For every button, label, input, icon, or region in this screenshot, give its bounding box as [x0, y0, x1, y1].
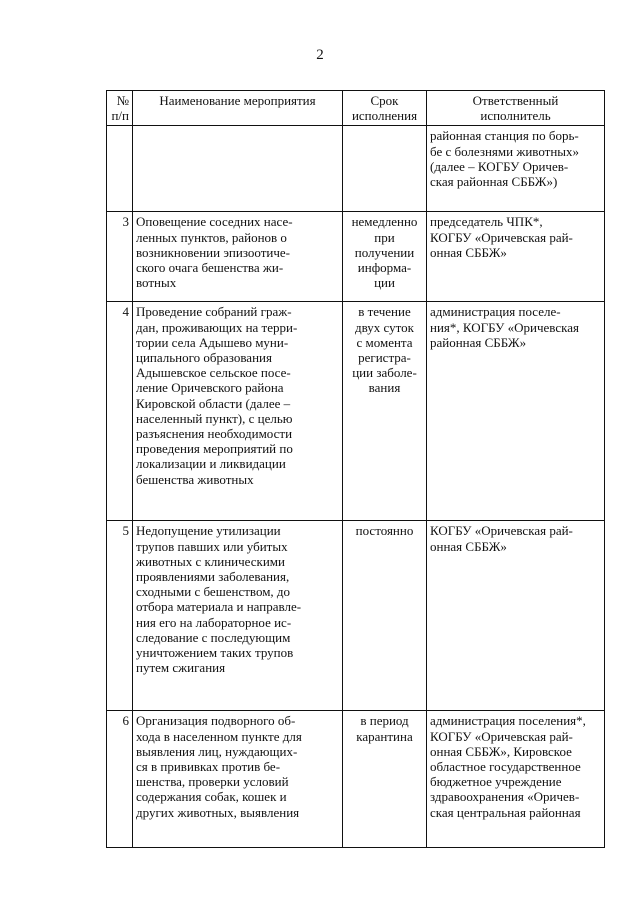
cell-name	[133, 521, 343, 711]
cell-responsible	[427, 126, 605, 212]
cell-name-text: Организация подворного об- хода в населенном пункте для выявления лиц, нуждающих- ся в прививках против бе- шенства, проверки условий содержания собак, кошек и других животных, выявления	[136, 713, 302, 820]
cell-num	[107, 212, 133, 302]
header-term-text: Срок исполнения	[351, 93, 418, 124]
cell-name-text: Проведение собраний граж- дан, проживающих на терри- тории села Адышево муни- ципального образования Адышевское сельское посе- ление Оричевского района Кировской области (далее – населенный пункт), с целью разъяснения необходимости проведения мероприятий по локализации и ликвидации бешенства животных	[136, 304, 298, 487]
cell-responsible-text: администрация поселения*, КОГБУ «Оричевская рай- онная СББЖ», Кировское областное государственное бюджетное учреждение здравоохранения «Оричев- ская центральная районная	[430, 713, 586, 820]
cell-num	[107, 521, 133, 711]
measures-table	[106, 90, 605, 848]
cell-term-text: в течение двух суток с момента регистра- ции заболе- вания	[352, 304, 417, 396]
cell-term	[343, 302, 427, 521]
cell-num-text: 4	[122, 304, 129, 320]
header-responsible	[427, 91, 605, 126]
cell-name	[133, 302, 343, 521]
cell-name-text: Оповещение соседних насе- ленных пунктов, районов о возникновении эпизоотиче- ского очага бешенства жи- вотных	[136, 214, 293, 291]
cell-term-text: немедленно при получении информа- ции	[351, 214, 418, 291]
cell-num	[107, 126, 133, 212]
cell-num	[107, 711, 133, 848]
cell-responsible	[427, 711, 605, 848]
cell-term	[343, 212, 427, 302]
page-number: 2	[316, 47, 324, 63]
header-num-text: № п/п	[111, 93, 129, 124]
cell-responsible-text: КОГБУ «Оричевская рай- онная СББЖ»	[430, 523, 573, 554]
cell-responsible-text: районная станция по борь- бе с болезнями животных» (далее – КОГБУ Оричев- ская районная СББЖ»)	[430, 128, 580, 190]
cell-name	[133, 212, 343, 302]
cell-term-text: постоянно	[355, 523, 414, 539]
cell-responsible	[427, 521, 605, 711]
cell-term	[343, 711, 427, 848]
cell-responsible-text: председатель ЧПК*, КОГБУ «Оричевская рай- онная СББЖ»	[430, 214, 573, 260]
cell-num	[107, 302, 133, 521]
table-row	[107, 126, 605, 212]
table-row	[107, 711, 605, 848]
table-row	[107, 212, 605, 302]
cell-num-text: 6	[122, 713, 129, 729]
cell-responsible	[427, 302, 605, 521]
cell-name-text: Недопущение утилизации трупов павших или убитых животных с клиническими проявлениями заболевания, сходными с бешенством, до отбора материала и направле- ния его на лабораторное ис- следование с последующим уничтожением таких трупов путем сжигания	[136, 523, 302, 676]
header-responsible-text: Ответственный исполнитель	[472, 93, 559, 124]
cell-term-text: в период карантина	[356, 713, 413, 744]
cell-term	[343, 521, 427, 711]
cell-num-text: 5	[122, 523, 129, 539]
cell-responsible	[427, 212, 605, 302]
header-name-text: Наименование мероприятия	[159, 93, 316, 108]
cell-term	[343, 126, 427, 212]
table-row	[107, 302, 605, 521]
cell-name	[133, 711, 343, 848]
header-num	[107, 91, 133, 126]
table-row	[107, 521, 605, 711]
header-name	[133, 91, 343, 126]
table-header-row	[107, 91, 605, 126]
header-term	[343, 91, 427, 126]
cell-responsible-text: администрация поселе- ния*, КОГБУ «Оричевская районная СББЖ»	[430, 304, 579, 350]
cell-num-text: 3	[122, 214, 129, 230]
cell-name	[133, 126, 343, 212]
